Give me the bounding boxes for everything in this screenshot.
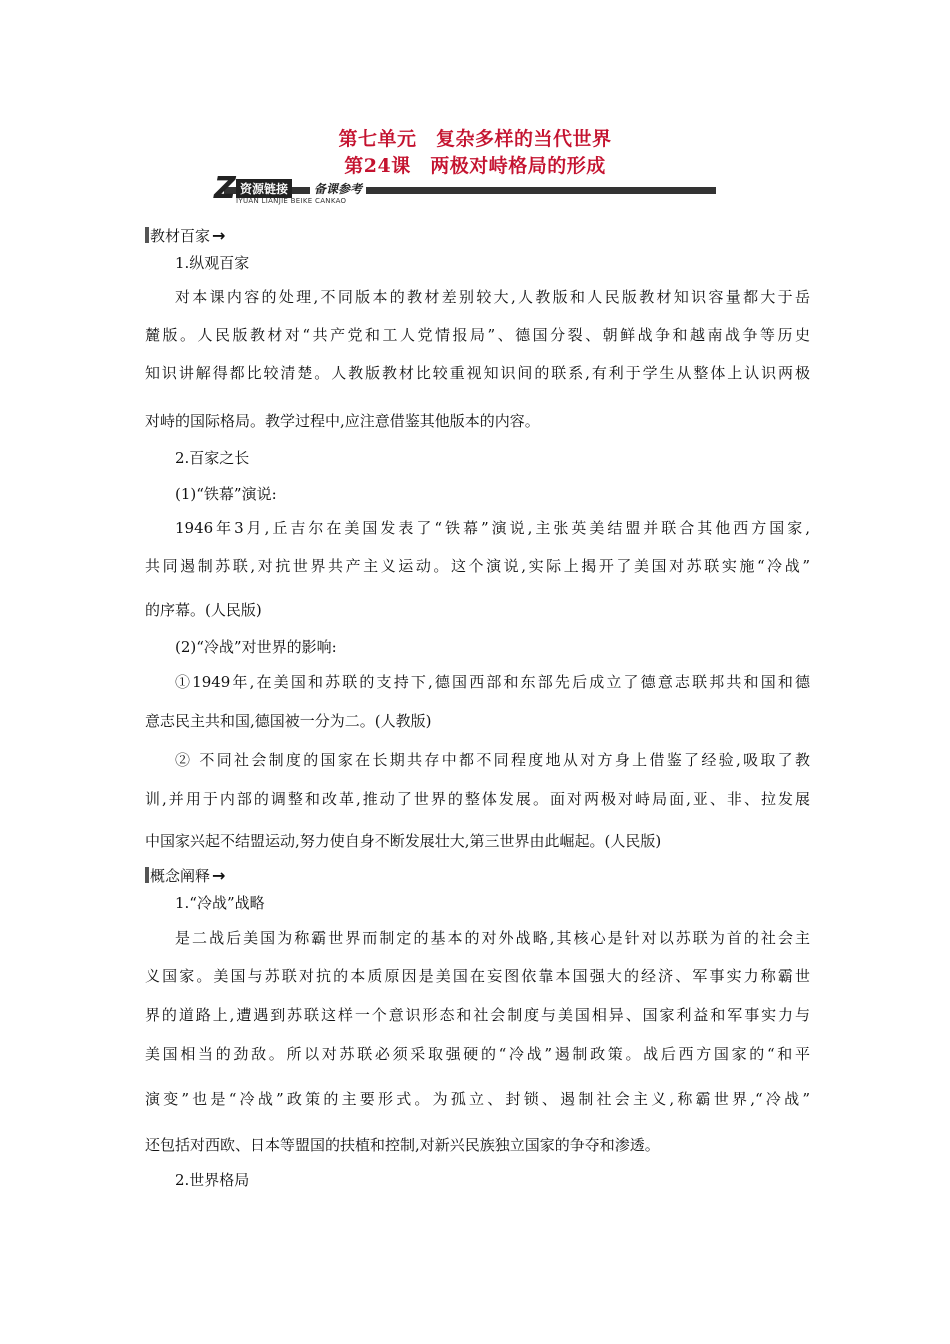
text-line: 界的道路上,遭遇到苏联这样一个意识形态和社会制度与美国相异、国家利益和军事实力与 (145, 1006, 810, 1024)
text-line: 共同遏制苏联,对抗世界共产主义运动。这个演说,实际上揭开了美国对苏联实施“冷战” (145, 557, 810, 575)
text-line: 美国相当的劲敌。所以对苏联必须采取强硬的“冷战”遏制政策。战后西方国家的“和平 (145, 1045, 810, 1063)
text-line: 还包括对西欧、日本等盟国的扶植和控制,对新兴民族独立国家的争夺和渗透。 (145, 1136, 660, 1154)
text-line: (2)“冷战”对世界的影响: (175, 638, 337, 656)
section-heading-concepts (145, 866, 225, 886)
text-line: 2.百家之长 (175, 449, 250, 467)
banner-logo: Z (214, 171, 236, 206)
text-line: 是二战后美国为称霸世界而制定的基本的对外战略,其核心是针对以苏联为首的社会主 (175, 929, 810, 947)
banner-bar (224, 187, 716, 194)
text-line: 演变”也是“冷战”政策的主要形式。为孤立、封锁、遏制社会主义,称霸世界,“冷战” (145, 1090, 810, 1108)
text-line: 的序幕。(人民版) (145, 601, 262, 619)
section-label: 教材百家 (150, 227, 211, 245)
text-line: ② 不同社会制度的国家在长期共存中都不同程度地从对方身上借鉴了经验,吸取了教 (175, 751, 810, 769)
text-line: 1.纵观百家 (175, 254, 250, 272)
text-line: 对峙的国际格局。教学过程中,应注意借鉴其他版本的内容。 (145, 412, 540, 430)
text-line: (1)“铁幕”演说: (175, 485, 277, 503)
text-line: 训,并用于内部的调整和改革,推动了世界的整体发展。面对两极对峙局面,亚、非、拉发展 (145, 790, 810, 808)
banner-label-sub: 备课参考 (310, 179, 366, 198)
section-marker (145, 867, 149, 883)
text-line: 对本课内容的处理,不同版本的教材差别较大,人教版和人民版教材知识容量都大于岳 (175, 288, 810, 306)
unit-title: 第七单元 复杂多样的当代世界 (338, 128, 612, 150)
lesson-title: 第24课 两极对峙格局的形成 (344, 155, 606, 177)
text-line: 知识讲解得都比较清楚。人教版教材比较重视知识间的联系,有利于学生从整体上认识两极 (145, 364, 810, 382)
text-line: 1.“冷战”战略 (175, 894, 265, 912)
arrow-icon: → (212, 866, 226, 885)
text-line: ①1949年,在美国和苏联的支持下,德国西部和东部先后成立了德意志联邦共和国和德 (175, 673, 810, 691)
banner-romanization: IYUAN LIANJIE BEIKE CANKAO (236, 197, 347, 205)
text-line: 2.世界格局 (175, 1171, 250, 1189)
section-heading-textbooks (145, 226, 225, 246)
text-line: 麓版。人民版教材对“共产党和工人党情报局”、德国分裂、朝鲜战争和越南战争等历史 (145, 326, 810, 344)
banner-label-main: 资源链接 (236, 179, 292, 198)
text-line: 中国家兴起不结盟运动,努力使自身不断发展壮大,第三世界由此崛起。(人民版) (145, 832, 662, 850)
text-line: 1946年3月,丘吉尔在美国发表了“铁幕”演说,主张英美结盟并联合其他西方国家, (175, 519, 810, 537)
text-line: 意志民主共和国,德国被一分为二。(人教版) (145, 712, 432, 730)
arrow-icon: → (212, 226, 226, 245)
section-marker (145, 227, 149, 243)
section-label: 概念阐释 (150, 867, 211, 885)
text-line: 义国家。美国与苏联对抗的本质原因是美国在妄图依靠本国强大的经济、军事实力称霸世 (145, 967, 810, 985)
resource-banner (214, 171, 716, 210)
